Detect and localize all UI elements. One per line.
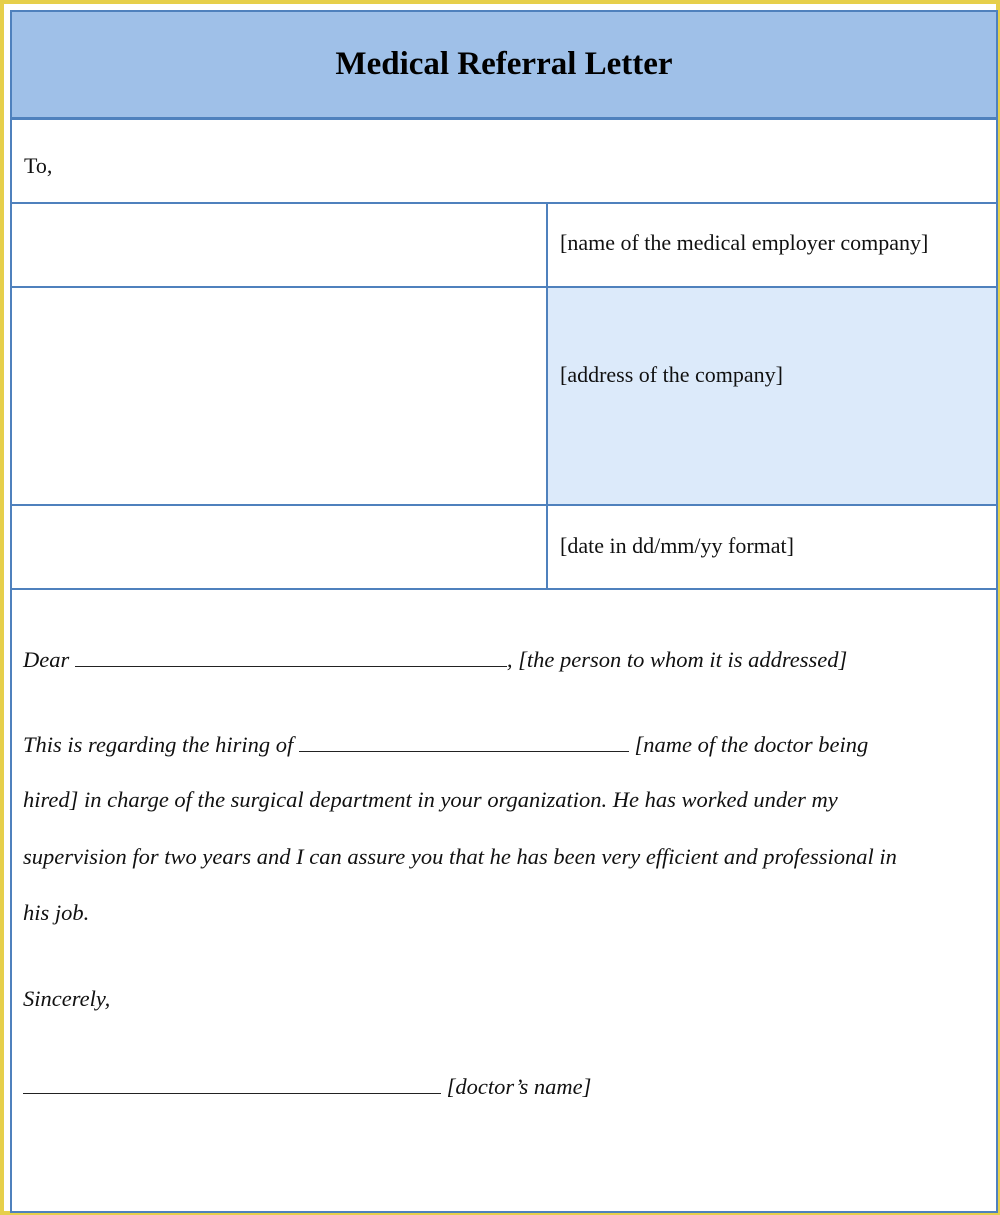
to-label: To, [24, 153, 53, 178]
address-left-cell [12, 288, 548, 504]
salutation-prefix: Dear [23, 647, 70, 672]
page-title: Medical Referral Letter [335, 46, 673, 82]
paragraph-line-1 [23, 730, 868, 758]
signature-blank [23, 1072, 441, 1094]
salutation-line [23, 645, 847, 673]
salutation-suffix: , [the person to whom it is addressed] [506, 647, 848, 672]
paragraph-prefix: This is regarding the hiring of [23, 732, 294, 757]
to-row [12, 120, 996, 204]
address-right-cell [548, 288, 996, 504]
recipient-name-blank [75, 645, 507, 667]
date-row [12, 506, 996, 590]
letter-body [12, 590, 996, 1210]
closing: Sincerely, [23, 986, 111, 1011]
letter-table [10, 10, 998, 1213]
paragraph-line-3: supervision for two years and I can assure you that he has been very efficient and professional in [23, 844, 897, 869]
paragraph-line-1-suffix: [name of the doctor being [628, 732, 869, 757]
doctor-name-blank [299, 730, 629, 752]
company-row [12, 204, 996, 288]
address-row [12, 288, 996, 506]
paragraph-line-4: his job. [23, 900, 90, 925]
paragraph-line-2: hired] in charge of the surgical department in your organization. He has worked under my [23, 787, 838, 812]
company-left-cell [12, 204, 548, 286]
company-right-cell [548, 204, 996, 286]
date-left-cell [12, 506, 548, 588]
signature-line [23, 1072, 591, 1100]
address-placeholder: [address of the company] [560, 362, 783, 387]
company-name-placeholder: [name of the medical employer company] [560, 230, 929, 255]
signature-label: [doctor’s name] [441, 1074, 592, 1099]
title-banner [12, 12, 996, 120]
date-right-cell [548, 506, 996, 588]
date-placeholder: [date in dd/mm/yy format] [560, 533, 794, 558]
